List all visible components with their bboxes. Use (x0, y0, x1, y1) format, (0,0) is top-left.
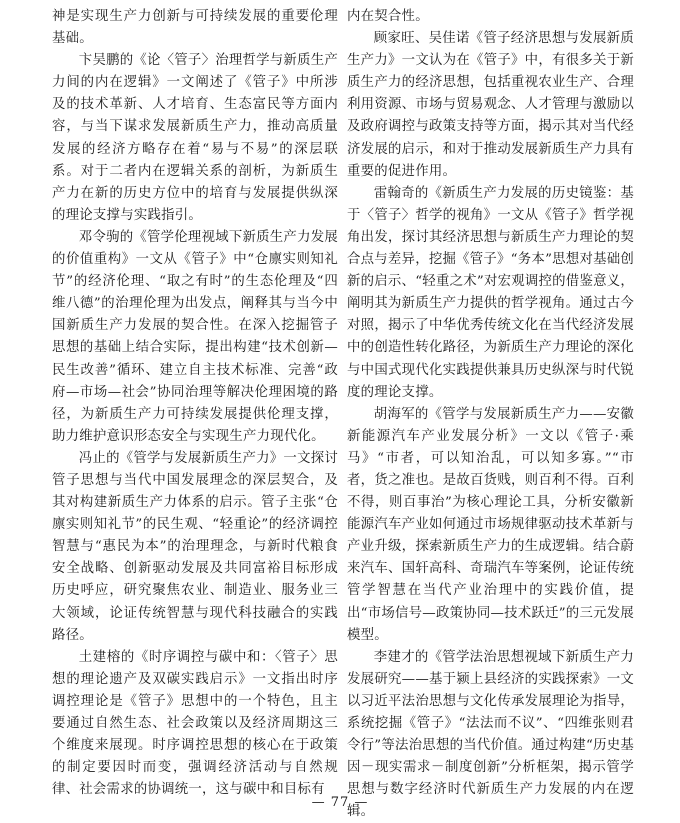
paragraph: 土建榕的《时序调控与碳中和：〈管子〉思想的理论遗产及双碳实践启示》一文指出时序调控理论是《管子》思想中的一个特色，且主要通过自然生态、社会政策以及经济周期这三个维度来展现。时序调控思想的核心在于政策的制定要因时而变，强调经济活动与自然规律、社会需求的协调统一，这与碳中和目标有 (52, 649, 338, 798)
paragraph: 卞吴鹏的《论〈管子〉治理哲学与新质生产力间的内在逻辑》一文阐述了《管子》中所涉及的技术革新、人才培育、生态富民等方面内容，与当下谋求发展新质生产力，推动高质量发展的经济方略存在着“易与不易”的深层联系。对于二者内在逻辑关系的剖析，为新质生产力在新的历史方位中的培育与发展提供纵深的理论支撑与实践指引。 (52, 53, 338, 223)
left-column (52, 6, 338, 801)
page-number: — 77 — (311, 795, 369, 810)
paragraph: 胡海军的《管学与发展新质生产力——安徽新能源汽车产业发展分析》一文以《管子·乘马》“市者，可以知治乱，可以知多寡。”“市者，货之准也。是故百货贱，则百利不得。百利不得，则百事治”为核心理论工具，分析安徽新能源汽车产业如何通过市场规律驱动技术革新与产业升级，探索新质生产力的生成逻辑。结合蔚来汽车、国轩高科、奇瑞汽车等案例，论证传统管学智慧在当代产业治理中的实践价值，提出“市场信号—政策协同—技术跃迁”的三元发展模型。 (347, 406, 635, 643)
paragraph: 李建才的《管学法治思想视域下新质生产力发展研究——基于颍上县经济的实践探索》一文以习近平法治思想与文化传承发展理论为指导，系统挖掘《管子》“法法而不议”、“四维张则君令行”等法治思想的当代价值。通过构建“历史基因－现实需求－制度创新”分析框架，揭示管学思想与数字经济时代新质生产力发展的内在逻辑。 (347, 649, 635, 820)
paragraph: 内在契合性。 (347, 9, 429, 24)
right-column (347, 6, 634, 823)
paragraph: 神是实现生产力创新与可持续发展的重要伦理基础。 (52, 9, 338, 47)
paragraph: 顾家旺、吴佳诺《管子经济思想与发展新质生产力》一文认为在《管子》中，有很多关于新质生产力的经济思想，包括重视农业生产、合理利用资源、市场与贸易观念、人才管理与激励以及政府调控与政策支持等方面，揭示其对当代经济发展的启示，和对于推动发展新质生产力具有重要的促进作用。 (347, 31, 634, 179)
paragraph: 雷翰奇的《新质生产力发展的历史镜鉴：基于〈管子〉哲学的视角》一文从《管子》哲学视角出发，探讨其经济思想与新质生产力理论的契合点与差异，挖掘《管子》“务本”思想对基础创新的启示、“轻重之术”对宏观调控的借鉴意义，阐明其为新质生产力提供的哲学视角。通过古今对照，揭示了中华优秀传统文化在当代经济发展中的创造性转化路径，为新质生产力理论的深化与中国式现代化实践提供兼具历史纵深与时代锐度的理论支撑。 (347, 185, 635, 400)
paragraph: 邓令驹的《管学伦理视域下新质生产力发展的价值重构》一文从《管子》中“仓廪实则知礼节”的经济伦理、“取之有时”的生态伦理及“四维八德”的治理伦理为出发点，阐释其与当今中国新质生产力发展的契合性。在深入挖掘管子思想的基础上结合实际，提出构建“技术创新—民生改善”循环、建立自主技术标准、完善“政府—市场—社会”协同治理等解决伦理困境的路径，为新质生产力可持续发展提供伦理支撑，助力维护意识形态安全与实现生产力现代化。 (52, 229, 338, 444)
paragraph: 冯止的《管学与发展新质生产力》一文探讨管子思想与当代中国发展理念的深层契合，及其对构建新质生产力体系的启示。管子主张“仓廪实则知礼节”的民生观、“轻重论”的经济调控智慧与“惠民为本”的治理理念，与新时代粮食安全战略、创新驱动发展及共同富裕目标形成历史呼应，研究聚焦农业、制造业、服务业三大领域，论证传统智慧与现代科技融合的实践路径。 (52, 450, 338, 643)
